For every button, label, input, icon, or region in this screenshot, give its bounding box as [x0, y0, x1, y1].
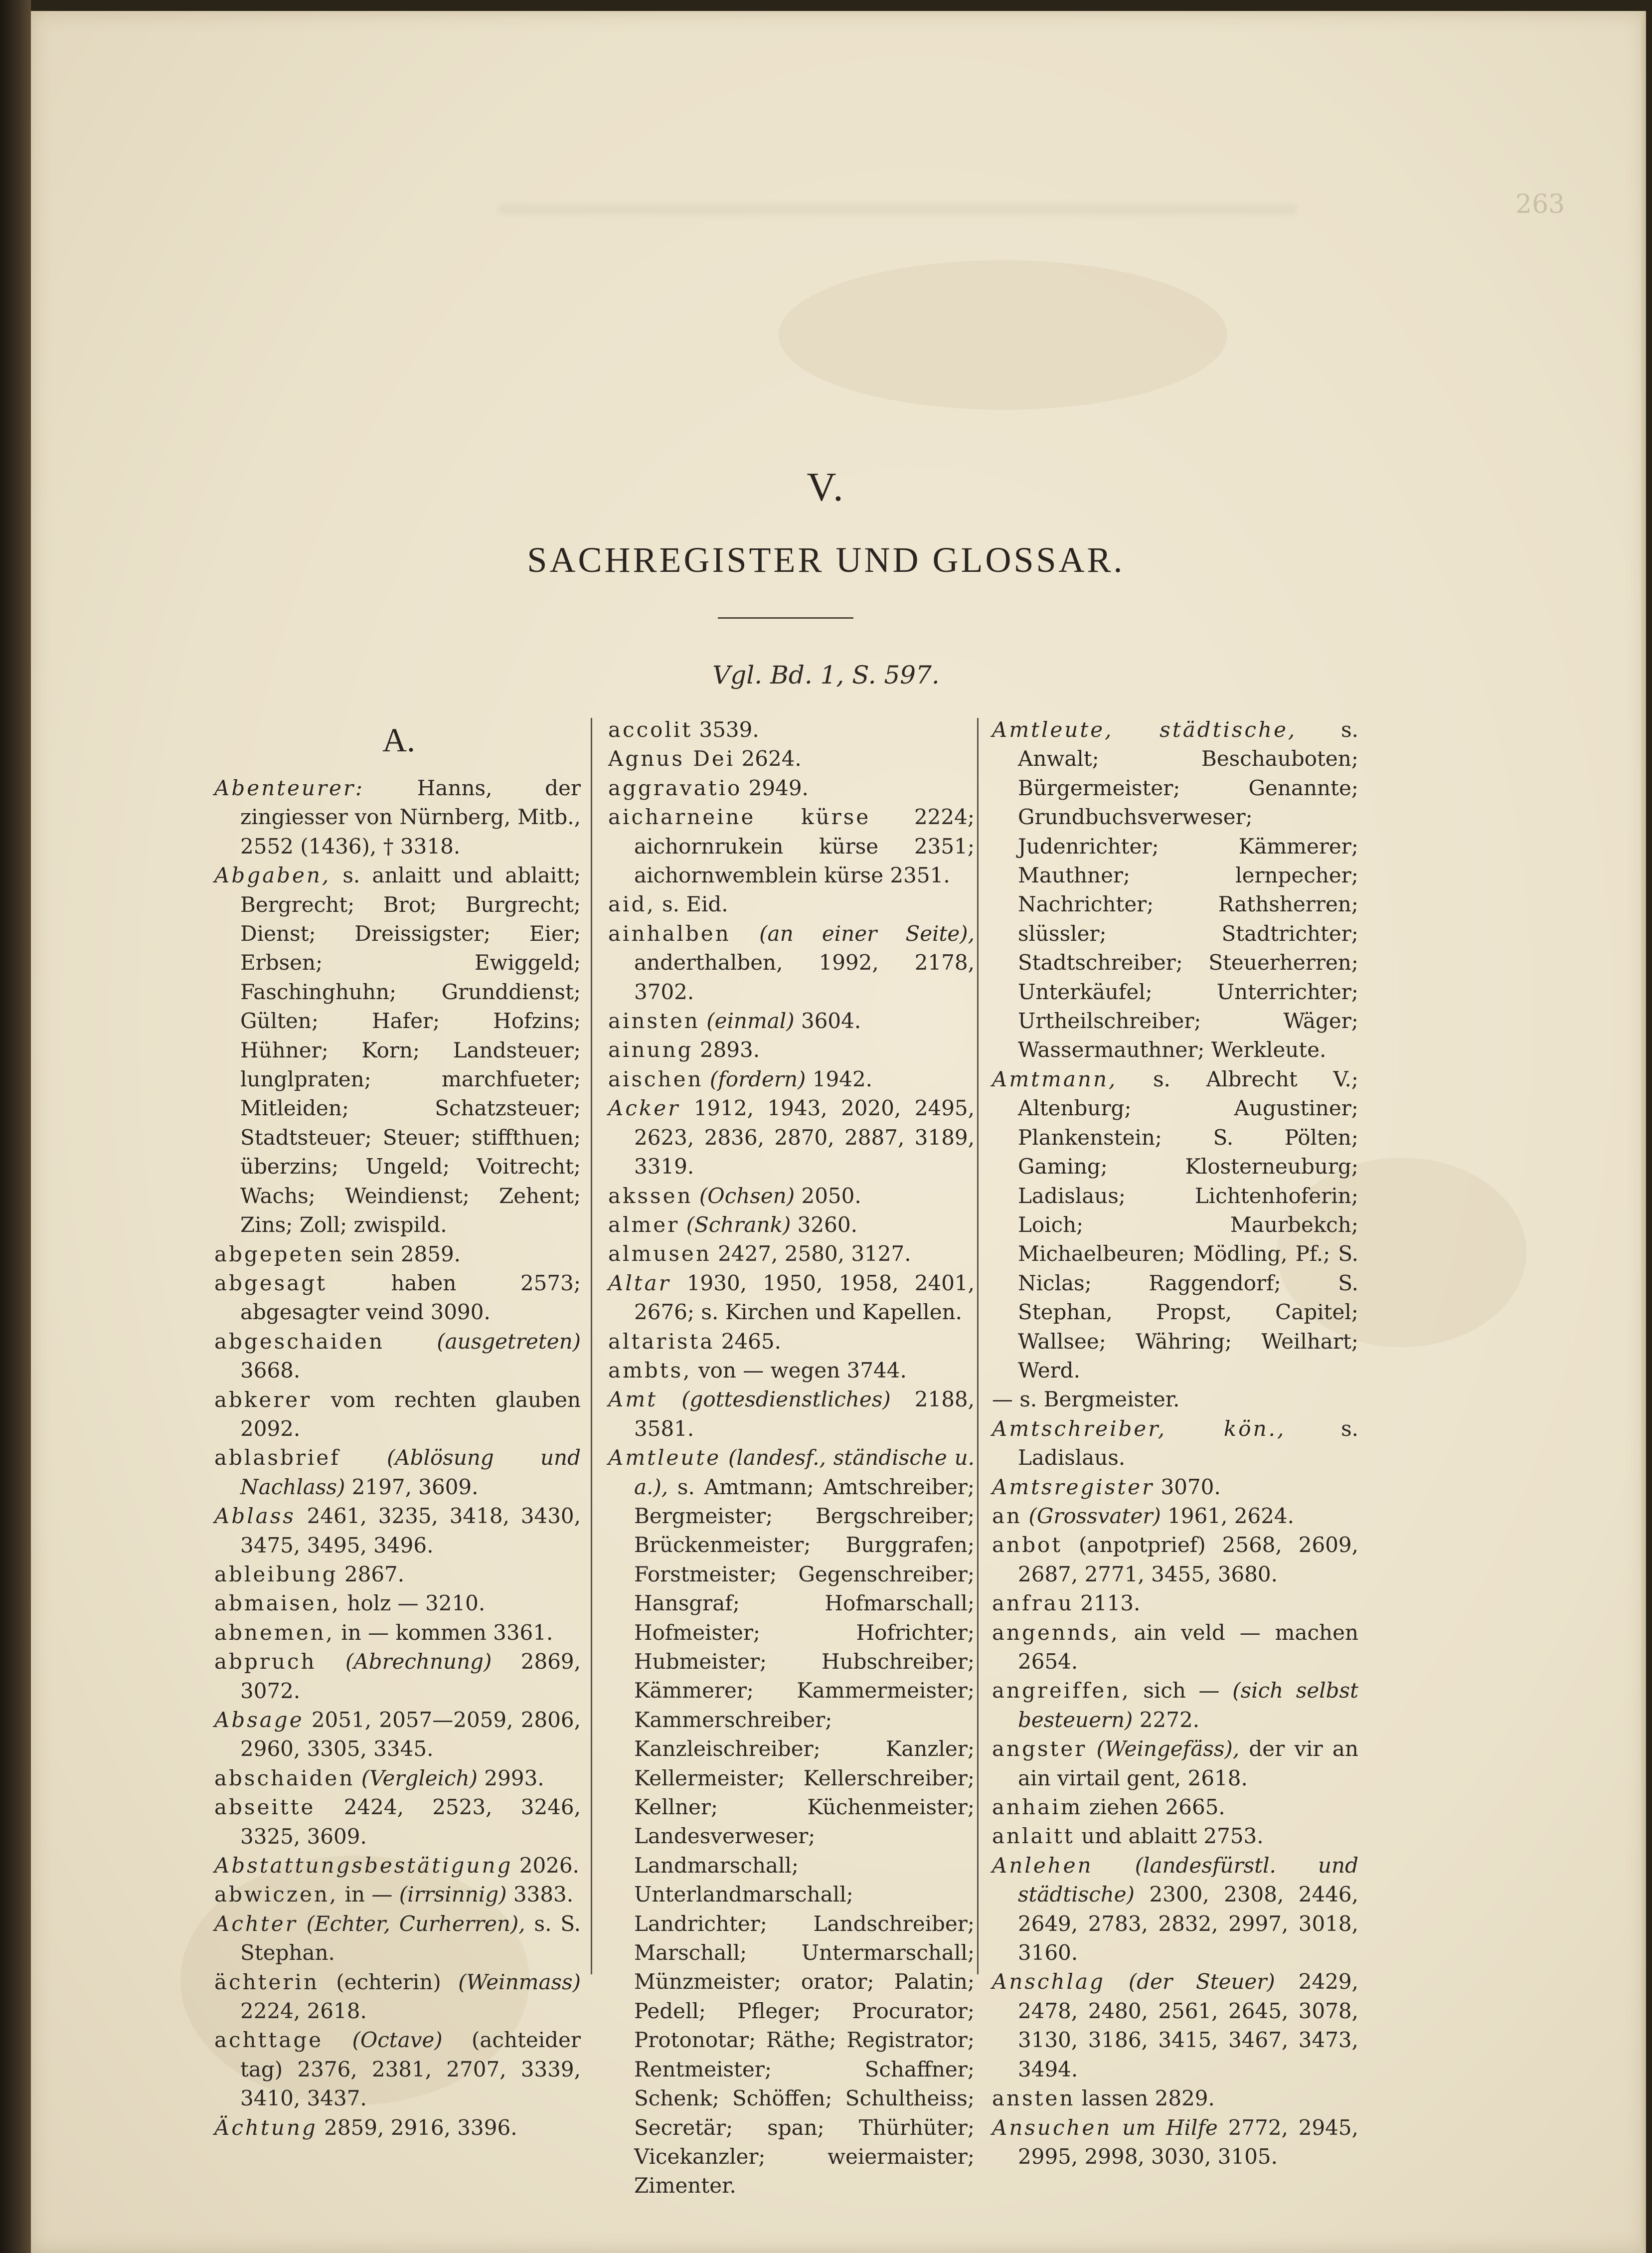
index-entry: [214, 1240, 581, 1269]
entry-text: (Weingefäss),: [1096, 1736, 1240, 1761]
entry-text: (Schrank): [686, 1212, 791, 1237]
index-column-3: [992, 715, 1358, 2171]
entry-term: akssen: [608, 1183, 693, 1208]
entry-term: abgeschaiden: [214, 1329, 385, 1354]
index-entry: [608, 1356, 975, 1385]
index-entry: [992, 1531, 1358, 1589]
entry-text: (landesfürstl. und städtische): [1018, 1853, 1358, 1907]
index-entry: [214, 1880, 581, 1909]
entry-text: sich —: [1130, 1678, 1233, 1703]
entry-text: (der Steuer): [1128, 1969, 1275, 1994]
entry-term: an: [992, 1503, 1022, 1528]
index-entry: [992, 715, 1358, 1065]
bleed-through-text: [498, 204, 1296, 214]
entry-term: Ächtung: [214, 2115, 318, 2140]
entry-text: sein 2859.: [344, 1241, 461, 1266]
entry-term: Ablass: [214, 1504, 296, 1529]
index-entry: [214, 1618, 581, 1647]
entry-term: aid,: [608, 892, 656, 917]
entry-term: ainung: [608, 1038, 693, 1062]
entry-text: 2461, 3235, 3418, 3430, 3475, 3495, 3496.: [240, 1504, 581, 1558]
entry-text: (achteider tag) 2376, 2381, 2707, 3339, 3410, 3437.: [240, 2028, 581, 2111]
index-entry: [214, 1443, 581, 1502]
entry-text: 2050.: [795, 1183, 861, 1208]
entry-term: ansten: [992, 2086, 1075, 2111]
entry-text: 2224, 2618.: [240, 1999, 367, 2024]
entry-text: (Echter, Curherren),: [306, 1911, 525, 1936]
entry-text: s. Anwalt; Beschauboten; Bürgermeister; Genannte; Grundbuchsverweser; Judenrichter; Kämmerer; Mauthner; lernpecher; Nachrichter; Rathsherren; slüssler; Stadtrichter; Stadtschreiber; Steuerherren; Unterkäufel; Unterrichter; Urtheilschreiber; Wäger; Wassermauthner; Werkleute.: [1018, 717, 1358, 1062]
index-entry: [608, 1036, 975, 1064]
book-spine: [0, 0, 31, 2253]
index-entry: [214, 1851, 581, 1880]
entry-term: aicharneine kürse: [608, 805, 871, 830]
index-entry: [992, 1734, 1358, 1793]
entry-text: [1022, 1504, 1028, 1528]
entry-text: von — wegen 3744.: [691, 1358, 907, 1383]
entry-text: 2188, 3581.: [634, 1387, 975, 1441]
entry-text: (Vergleich): [361, 1765, 478, 1790]
index-entry: [608, 1443, 975, 2201]
index-entry: [608, 715, 975, 744]
entry-text: 2993.: [478, 1765, 544, 1790]
entry-text: [384, 1329, 437, 1354]
index-entry: [608, 890, 975, 919]
index-entry: [214, 2026, 581, 2113]
index-entry: [214, 1764, 581, 1793]
entry-text: und ablaitt 2753.: [1074, 1824, 1264, 1849]
entry-text: (anpotprief) 2568, 2609, 2687, 2771, 3455, 3680.: [1018, 1533, 1358, 1586]
entry-text: [1093, 1853, 1135, 1878]
entry-term: Absage: [214, 1708, 304, 1732]
entry-text: 2624.: [735, 746, 802, 771]
entry-text: s. anlaitt und ablaitt; Bergrecht; Brot; Burgrecht; Dienst; Dreissigster; Eier; Erbsen; Ewiggeld; Faschinghuhn; Grunddienst; Gülten; Hafer; Hofzins; Hühner; Korn; Landsteuer; lunglpraten; marchfueter; Mitleiden; Schatzsteuer; Stadtsteuer; Steuer; stiffthuen; überzins; Ungeld; Voitrecht; Wachs; Weindienst; Zehent; Zins; Zoll; zwispild.: [240, 863, 581, 1237]
entry-text: 3070.: [1154, 1474, 1221, 1499]
index-entry: [214, 2113, 581, 2142]
entry-text: (landesf., ständische u. a.),: [634, 1445, 975, 1499]
entry-term: Amtsregister: [992, 1474, 1155, 1499]
entry-text: [703, 1067, 710, 1091]
entry-text: [658, 1387, 681, 1411]
entry-term: Abgaben,: [214, 863, 331, 888]
index-column-1: [214, 774, 581, 2142]
index-entry: [992, 1589, 1358, 1618]
entry-term: abgepeten: [214, 1241, 344, 1266]
index-entry: [214, 1647, 581, 1706]
entry-text: (gottesdienstliches): [681, 1387, 891, 1412]
entry-term: Amtschreiber, kön.,: [992, 1416, 1286, 1441]
entry-text: 2465.: [714, 1329, 781, 1354]
entry-term: Amtleute: [608, 1445, 721, 1470]
entry-text: [693, 1184, 699, 1208]
entry-text: (irrsinnig): [399, 1882, 507, 1907]
letter-heading: A.: [382, 721, 416, 759]
index-entry: [992, 1967, 1358, 2084]
entry-term: altarista: [608, 1329, 715, 1354]
entry-term: anbot: [992, 1533, 1063, 1558]
entry-term: abschaiden: [214, 1765, 355, 1790]
entry-term: accolit: [608, 717, 693, 742]
cross-reference: Vgl. Bd. 1, S. 597.: [712, 661, 940, 690]
section-numeral: V.: [807, 464, 845, 510]
entry-text: Hanns, der zingiesser von Nürnberg, Mitb., 2552 (1436), † 3318.: [240, 776, 581, 859]
index-entry: [608, 1065, 975, 1094]
entry-text: 1942.: [806, 1066, 873, 1091]
index-entry: [992, 1385, 1358, 1414]
entry-term: almer: [608, 1212, 680, 1237]
index-entry: [608, 803, 975, 890]
entry-text: 2949.: [742, 775, 809, 800]
entry-term: ambts,: [608, 1358, 692, 1383]
entry-text: s. S. Stephan.: [240, 1911, 581, 1965]
column-divider: [977, 718, 979, 1974]
entry-text: 3539.: [692, 717, 759, 742]
entry-text: 2051, 2057—2059, 2806, 2960, 3305, 3345.: [240, 1708, 581, 1761]
title-rule: [718, 617, 853, 619]
entry-text: 1912, 1943, 2020, 2495, 2623, 2836, 2870, 2887, 3189, 3319.: [634, 1096, 975, 1179]
entry-term: abgesagt: [214, 1270, 328, 1295]
index-entry: [992, 1851, 1358, 1968]
index-entry: [608, 919, 975, 1007]
index-entry: [608, 1239, 975, 1268]
index-entry: [214, 1909, 581, 1968]
entry-text: der vir an ain virtail gent, 2618.: [1018, 1736, 1358, 1790]
index-entry: [608, 774, 975, 803]
entry-term: ablasbrief: [214, 1445, 340, 1470]
entry-text: ain veld — machen 2654.: [1018, 1620, 1358, 1674]
entry-text: haben 2573; abgesagter veind 3090.: [240, 1270, 581, 1325]
column-divider: [591, 718, 592, 1974]
entry-term: ableibung: [214, 1561, 338, 1586]
entry-text: s. Ladislaus.: [1018, 1416, 1358, 1470]
entry-term: Ansuchen: [992, 2115, 1112, 2140]
index-entry: [992, 1414, 1358, 1473]
entry-term: abwiczen,: [214, 1882, 338, 1907]
entry-term: Anschlag: [992, 1969, 1105, 1994]
entry-text: [298, 1911, 307, 1936]
entry-text: s. Eid.: [655, 892, 728, 917]
entry-text: s. Albrecht V.; Altenburg; Augustiner; Plankenstein; S. Pölten; Gaming; Klosterneuburg; Ladislaus; Lichtenhoferin; Loich; Maurbekch; Michaelbeuren; Mödling, Pf.; S. Niclas; Raggendorf; S. Stephan, Propst, Capitel; Wallsee; Währing; Weilhart; Werd.: [1018, 1066, 1358, 1383]
entry-term: ächterin: [214, 1969, 319, 1994]
entry-text: (Weinmass): [458, 1969, 581, 1994]
entry-text: (an einer Seite),: [759, 921, 975, 946]
entry-term: anfrau: [992, 1591, 1074, 1616]
entry-text: [679, 1213, 686, 1237]
entry-term: Abstattungsbestätigung: [214, 1853, 513, 1878]
entry-term: abnemen,: [214, 1620, 334, 1645]
entry-text: um Hilfe: [1122, 2115, 1218, 2140]
entry-term: aggravatio: [608, 775, 742, 800]
entry-text: 2867.: [337, 1561, 405, 1586]
entry-term: anlaitt: [992, 1824, 1075, 1849]
entry-text: 1930, 1950, 1958, 2401, 2676; s. Kirchen und Kapellen.: [634, 1270, 975, 1325]
entry-term: abseitte: [214, 1795, 316, 1820]
entry-term: Anlehen: [992, 1853, 1093, 1878]
entry-text: 2427, 2580, 3127.: [711, 1241, 911, 1266]
entry-text: 3383.: [506, 1882, 574, 1907]
entry-text: 2869, 3072.: [240, 1649, 581, 1703]
entry-text: 2224; aichornrukein kürse 2351; aichornwemblein kürse 2351.: [634, 805, 975, 888]
entry-text: [1087, 1736, 1096, 1761]
index-entry: [608, 1327, 975, 1356]
entry-text: vom rechten glauben 2092.: [240, 1387, 581, 1441]
section-title: SACHREGISTER UND GLOSSAR.: [527, 540, 1125, 580]
index-entry: [214, 1502, 581, 1560]
entry-text: 3668.: [240, 1358, 301, 1383]
index-entry: [214, 861, 581, 1239]
entry-term: abmaisen,: [214, 1591, 341, 1616]
entry-text: 1961, 2624.: [1160, 1503, 1295, 1528]
entry-text: 3260.: [791, 1212, 857, 1237]
index-entry: [214, 1327, 581, 1386]
index-entry: [992, 1473, 1358, 1502]
index-entry: [214, 1386, 581, 1444]
entry-term: Amtleute, städtische,: [992, 717, 1297, 742]
entry-text: [1112, 2115, 1122, 2140]
entry-term: Agnus Dei: [608, 746, 735, 771]
entry-text: [700, 1009, 706, 1033]
index-entry: [214, 1560, 581, 1589]
entry-text: 2893.: [693, 1038, 760, 1062]
bleed-through-page-number: 263: [1515, 189, 1565, 219]
index-entry: [992, 2084, 1358, 2113]
entry-term: Amtmann,: [992, 1066, 1118, 1091]
entry-term: anhaim: [992, 1795, 1083, 1820]
entry-term: ainhalben: [608, 921, 731, 946]
index-entry: [992, 2113, 1358, 2172]
index-column-2: [608, 715, 975, 2201]
entry-text: 2859, 2916, 3396.: [317, 2115, 517, 2140]
entry-term: — s. Bergmeister.: [992, 1387, 1180, 1412]
entry-text: in — kommen 3361.: [334, 1620, 553, 1645]
entry-term: aischen: [608, 1066, 703, 1091]
index-entry: [214, 1269, 581, 1327]
entry-text: holz — 3210.: [340, 1591, 486, 1616]
entry-text: [317, 1649, 345, 1674]
index-entry: [992, 1822, 1358, 1851]
entry-text: in —: [338, 1882, 399, 1907]
entry-term: angennds,: [992, 1620, 1120, 1645]
entry-term: Altar: [608, 1270, 671, 1295]
entry-text: (echterin): [319, 1969, 459, 1994]
index-entry: [608, 1385, 975, 1443]
entry-term: Acker: [608, 1096, 680, 1121]
entry-text: ziehen 2665.: [1082, 1795, 1225, 1820]
index-entry: [992, 1502, 1358, 1531]
index-entry: [608, 744, 975, 773]
index-entry: [608, 1094, 975, 1181]
entry-text: (ausgetreten): [437, 1329, 581, 1354]
entry-text: [340, 1445, 387, 1470]
entry-text: lassen 2829.: [1075, 2086, 1215, 2111]
entry-text: (Ablösung und Nachlass): [240, 1445, 581, 1499]
index-entry: [214, 1706, 581, 1764]
index-entry: [214, 1968, 581, 2026]
entry-term: almusen: [608, 1241, 711, 1266]
entry-text: 2300, 2308, 2446, 2649, 2783, 2832, 2997, 3018, 3160.: [1018, 1882, 1358, 1965]
entry-text: 2272.: [1133, 1707, 1200, 1732]
entry-text: (Abrechnung): [345, 1649, 492, 1674]
entry-text: 2113.: [1073, 1591, 1141, 1616]
entry-text: [1105, 1969, 1129, 1994]
entry-term: Abenteurer:: [214, 776, 365, 800]
entry-text: 2429, 2478, 2480, 2561, 2645, 3078, 3130, 3186, 3415, 3467, 3473, 3494.: [1018, 1969, 1358, 2081]
entry-text: (Grossvater): [1028, 1503, 1161, 1528]
index-entry: [214, 1793, 581, 1851]
index-entry: [214, 774, 581, 861]
entry-text: (fordern): [709, 1066, 806, 1091]
index-entry: [608, 1007, 975, 1036]
entry-term: ainsten: [608, 1009, 700, 1034]
entry-text: [721, 1445, 728, 1470]
entry-text: [354, 1766, 361, 1790]
entry-text: (einmal): [706, 1009, 795, 1034]
entry-text: [731, 921, 759, 946]
page-edge: [1641, 11, 1646, 2253]
index-entry: [992, 1065, 1358, 1385]
index-entry: [992, 1618, 1358, 1677]
entry-text: anderthalben, 1992, 2178, 3702.: [634, 950, 975, 1004]
index-entry: [992, 1793, 1358, 1822]
entry-term: achttage: [214, 2028, 324, 2053]
paper-stain: [779, 260, 1227, 410]
entry-text: 2424, 2523, 3246, 3325, 3609.: [240, 1795, 581, 1849]
index-entry: [608, 1269, 975, 1327]
entry-text: s. Amtmann; Amtschreiber; Bergmeister; Bergschreiber; Brückenmeister; Burggrafen; Forstmeister; Gegenschreiber; Hansgraf; Hofmarschall; Hofmeister; Hofrichter; Hubmeister; Hubschreiber; Kämmerer; Kammermeister; Kammerschreiber; Kanzleischreiber; Kanzler; Kellermeister; Kellerschreiber; Kellner; Küchenmeister; Landesverweser; Landmarschall; Unterlandmarschall; Landrichter; Landschreiber; Marschall; Untermarschall; Münzmeister; orator; Palatin; Pedell; Pfleger; Procurator; Protonotar; Räthe; Registrator; Rentmeister; Schaffner; Schenk; Schöffen; Schultheiss; Secretär; span; Thürhüter; Vicekanzler; weiermaister; Zimenter.: [634, 1474, 975, 2198]
entry-text: 2026.: [512, 1853, 579, 1878]
entry-text: [323, 2028, 352, 2052]
entry-term: abpruch: [214, 1649, 317, 1674]
entry-term: Achter: [214, 1911, 298, 1936]
index-entry: [214, 1589, 581, 1618]
entry-text: 2772, 2945, 2995, 2998, 3030, 3105.: [1018, 2115, 1358, 2169]
index-entry: [608, 1182, 975, 1211]
entry-text: (sich selbst besteuern): [1018, 1678, 1358, 1732]
entry-term: abkerer: [214, 1387, 312, 1412]
entry-text: (Octave): [352, 2028, 443, 2053]
entry-text: (Ochsen): [699, 1183, 795, 1208]
index-entry: [608, 1211, 975, 1239]
entry-term: Amt: [608, 1387, 658, 1412]
index-entry: [992, 1676, 1358, 1734]
entry-text: 2197, 3609.: [345, 1474, 479, 1499]
entry-text: 3604.: [794, 1009, 861, 1034]
entry-term: angreiffen,: [992, 1678, 1131, 1703]
entry-term: angster: [992, 1736, 1087, 1761]
